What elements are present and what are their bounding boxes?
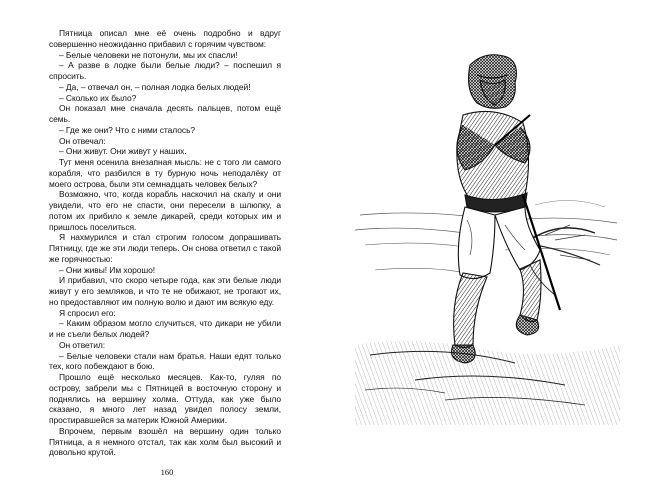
paragraph: – Сколько их было? — [59, 92, 137, 103]
paragraph: – Каким образом могло случиться, что дикари не убили и не съели белых людей? — [49, 318, 281, 339]
paragraph: Пятница описал мне её очень подробно и вдруг совершенно неожиданно прибавил с горячим чувством: — [49, 28, 281, 49]
paragraph: – Они живы! Им хорошо! — [59, 264, 156, 275]
paragraph: – Они живут. Они живут у наших. — [59, 146, 187, 157]
paragraph: Прошло ещё несколько месяцев. Как-то, гуляя по острову, забрели мы с Пятницей в восточную сторону и поднялись на вершину холма. Оттуда, как уже было сказано, я много лет назад увидел полосу земли, простиравшейся за материк Южной Америки. — [49, 372, 281, 425]
paragraph: – Белые человеки не потонули, мы их спасли! — [59, 49, 238, 60]
paragraph: Я спросил его: — [59, 307, 116, 318]
paragraph: Он ответил: — [59, 339, 106, 350]
paragraph: – А разве в лодке были белые люди? – поспешил я спросить. — [49, 60, 281, 81]
paragraph: – Да, – отвечал он, – полная лодка белых людей! — [59, 81, 251, 92]
text-column — [49, 28, 281, 458]
friday-figure — [452, 55, 561, 363]
paragraph: – Белые человеки стали нам братья. Наши едят только тех, кого побеждают в бою. — [49, 350, 281, 372]
ground — [355, 341, 620, 425]
paragraph: И прибавил, что скоро четыре года, как эти белые люди живут у его земляков, и что те не обижают, не трогают их, но предоставляют им полную волю и дают им всякую еду. — [49, 275, 281, 307]
paragraph: Впрочем, первым взошёл на вершину один только Пятница, а я немного отстал, так как холм был высокий и довольно крутой. — [49, 425, 281, 458]
paragraph: – Где же они? Что с ними сталось? — [59, 124, 196, 135]
engraving-illustration — [355, 45, 620, 425]
page-number: 160 — [160, 467, 174, 477]
paragraph: Я нахмурился и стал строгим голосом допрашивать Пятницу, где же эти люди теперь. Он снова ответил с такой же горячностью: — [49, 232, 281, 264]
paragraph: Возможно, что, когда корабль наскочил на скалу и они увидели, что его не спасти, они пересели в шлюпку, а потом их прибило к земле дикарей, среди которых им и пришлось поселиться. — [49, 189, 281, 232]
paragraph: Он показал мне сначала десять пальцев, потом ещё семь. — [49, 103, 281, 124]
paragraph: Он отвечал: — [59, 135, 106, 146]
paragraph: Тут меня осенила внезапная мысль: не с того ли самого корабля, что разбился в ту бурную ночь неподалёку от моего острова, были эти семнадцать человек белых? — [49, 157, 281, 189]
